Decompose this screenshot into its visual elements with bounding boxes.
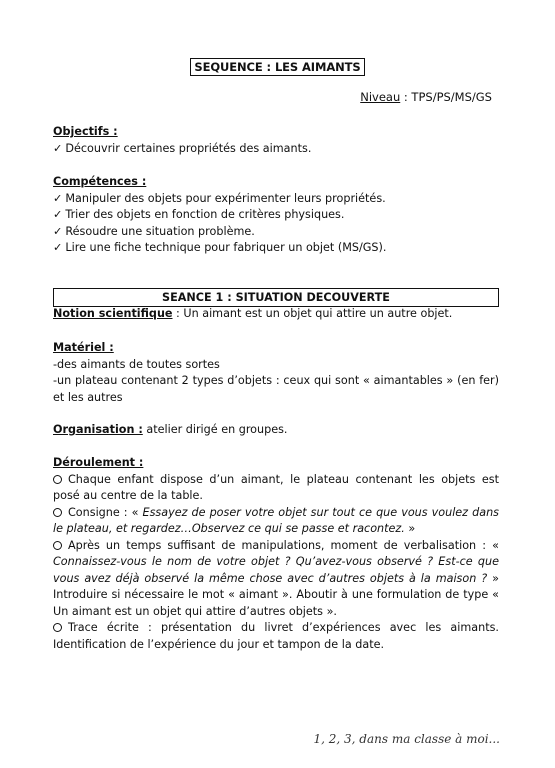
notion-label: Notion scientifique — [53, 307, 173, 320]
notion-text: : Un aimant est un objet qui attire un autre objet. — [172, 307, 453, 320]
step-text: Après un temps suffisant de manipulations, moment de verbalisation : « — [68, 538, 499, 552]
niveau-value: : TPS/PS/MS/GS — [400, 90, 492, 104]
title-container — [0, 56, 555, 76]
competence-item: ✓ Lire une fiche technique pour fabriquer un objet (MS/GS). — [53, 240, 499, 257]
deroulement-step — [53, 505, 499, 538]
circle-bullet-icon — [53, 623, 62, 632]
step-text: Consigne : « — [68, 505, 143, 519]
materiel-item: -un plateau contenant 2 types d’objets : ceux qui sont « aimantables » (en fer) et les autres — [53, 374, 499, 404]
step-quote: Connaissez-vous le nom de votre objet ? Qu’avez-vous observé ? Est-ce que vous avez déjà observé la même chose avec d’autres objets à la maison ? — [53, 555, 499, 585]
niveau-line — [360, 90, 492, 104]
step-text: Chaque enfant dispose d’un aimant, le plateau contenant les objets est posé au centre de la table. — [53, 472, 499, 502]
circle-bullet-icon — [53, 541, 62, 550]
competence-item: ✓ Résoudre une situation problème. — [53, 224, 499, 241]
circle-bullet-icon — [53, 475, 62, 484]
deroulement-section — [53, 455, 499, 653]
organisation-line — [53, 422, 499, 439]
objectif-item: ✓ Découvrir certaines propriétés des aimants. — [53, 141, 499, 158]
objectifs-section — [53, 124, 499, 157]
materiel-section — [53, 340, 499, 406]
step-quote: Essayez de poser votre objet sur tout ce que vous voulez dans le plateau, et regardez…Observez ce qui se passe et racontez. — [53, 505, 499, 535]
step-text: » Introduire si nécessaire le mot « aimant ». Aboutir à une formulation de type « Un aimant est un objet qui attire d’autres objets ». — [53, 571, 499, 618]
deroulement-heading: Déroulement : — [53, 456, 144, 469]
competence-item: ✓ Trier des objets en fonction de critères physiques. — [53, 207, 499, 224]
materiel-heading: Matériel : — [53, 341, 114, 354]
footer-signature: 1, 2, 3, dans ma classe à moi... — [313, 732, 500, 746]
seance-title: SEANCE 1 : SITUATION DECOUVERTE — [53, 288, 499, 307]
niveau-label: Niveau — [360, 90, 401, 104]
step-text: » — [404, 522, 416, 535]
competence-item: ✓ Manipuler des objets pour expérimenter leurs propriétés. — [53, 191, 499, 208]
organisation-text: atelier dirigé en groupes. — [142, 423, 288, 436]
deroulement-step — [53, 620, 499, 653]
organisation-label: Organisation : — [53, 423, 143, 436]
circle-bullet-icon — [53, 508, 62, 517]
competences-heading: Compétences : — [53, 175, 147, 188]
deroulement-step — [53, 538, 499, 621]
document-title: SEQUENCE : LES AIMANTS — [190, 58, 364, 76]
materiel-item: -des aimants de toutes sortes — [53, 357, 220, 371]
competences-section — [53, 174, 499, 257]
objectifs-heading: Objectifs : — [53, 125, 118, 138]
notion-line — [53, 306, 499, 323]
step-text: Trace écrite : présentation du livret d’expériences avec les aimants. Identification de l’expérience du jour et tampon de la date. — [53, 621, 499, 651]
deroulement-step — [53, 472, 499, 505]
